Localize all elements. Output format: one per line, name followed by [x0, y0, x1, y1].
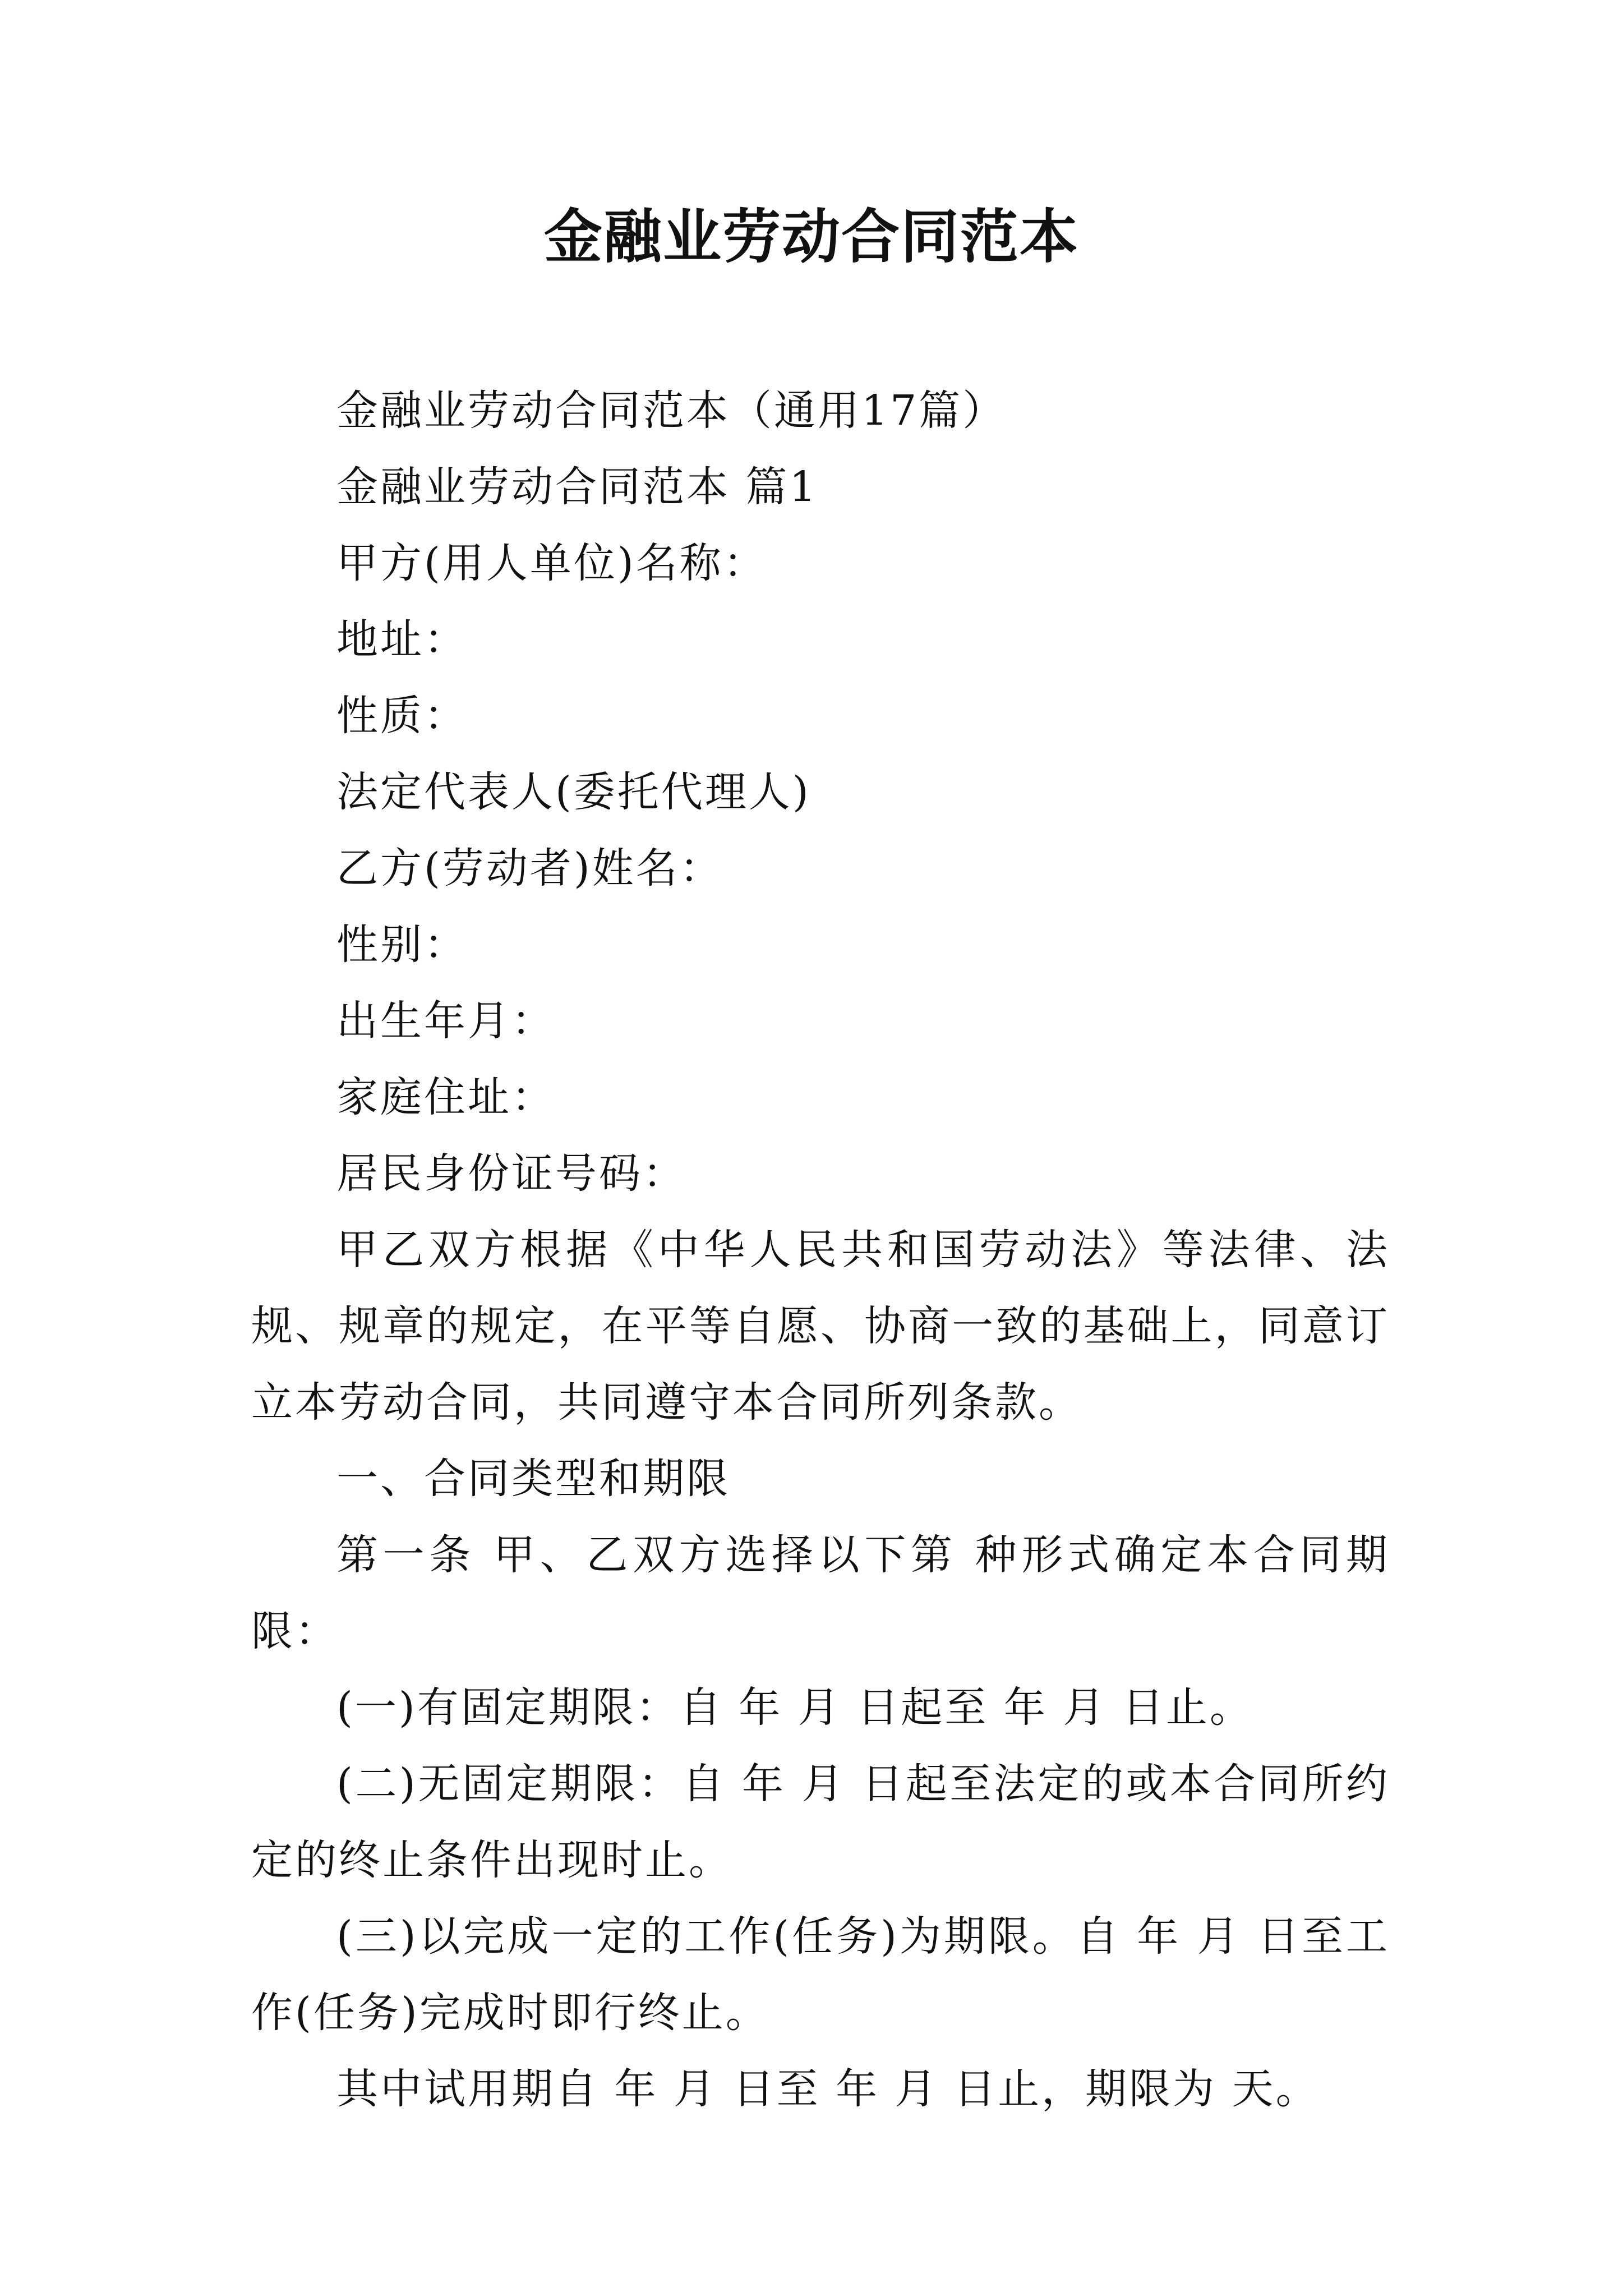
fixed-term-clause: (一)有固定期限：自 年 月 日起至 年 月 日止。 [336, 1683, 1253, 1732]
collection-subtitle: 金融业劳动合同范本（通用17篇） [336, 386, 1007, 435]
probation-clause: 其中试用期自 年 月 日至 年 月 日止，期限为 天。 [336, 2065, 1320, 2113]
nature-line: 性质： [336, 692, 468, 740]
address-line: 地址： [336, 615, 468, 664]
document-title: 金融业劳动合同范本 [543, 203, 1079, 271]
legal-representative-line: 法定代表人(委托代理人) [336, 768, 811, 816]
home-address-line: 家庭住址： [336, 1073, 555, 1121]
open-term-clause: (二)无固定期限：自 年 月 日起至法定的或本合同所约定的终止条件出现时止。 [251, 1760, 1390, 1884]
section-heading: 金融业劳动合同范本 篇1 [336, 463, 818, 511]
employee-name-line: 乙方(劳动者)姓名： [336, 844, 723, 892]
birth-date-line: 出生年月： [336, 997, 555, 1045]
preamble-paragraph: 甲乙双方根据《中华人民共和国劳动法》等法律、法规、规章的规定，在平等自愿、协商一致的基础上，同意订立本劳动合同，共同遵守本合同所列条款。 [251, 1226, 1390, 1427]
id-number-line: 居民身份证号码： [336, 1149, 686, 1198]
task-term-clause: (三)以完成一定的工作(任务)为期限。自 年 月 日至工作(任务)完成时即行终止。 [251, 1912, 1390, 2037]
document-body [251, 372, 1390, 2127]
chapter-heading: 一、合同类型和期限 [336, 1455, 730, 1503]
employer-name-line: 甲方(用人单位)名称： [336, 539, 767, 587]
article-one: 第一条 甲、乙双方选择以下第 种形式确定本合同期限： [251, 1531, 1390, 1655]
gender-line: 性别： [336, 921, 468, 969]
